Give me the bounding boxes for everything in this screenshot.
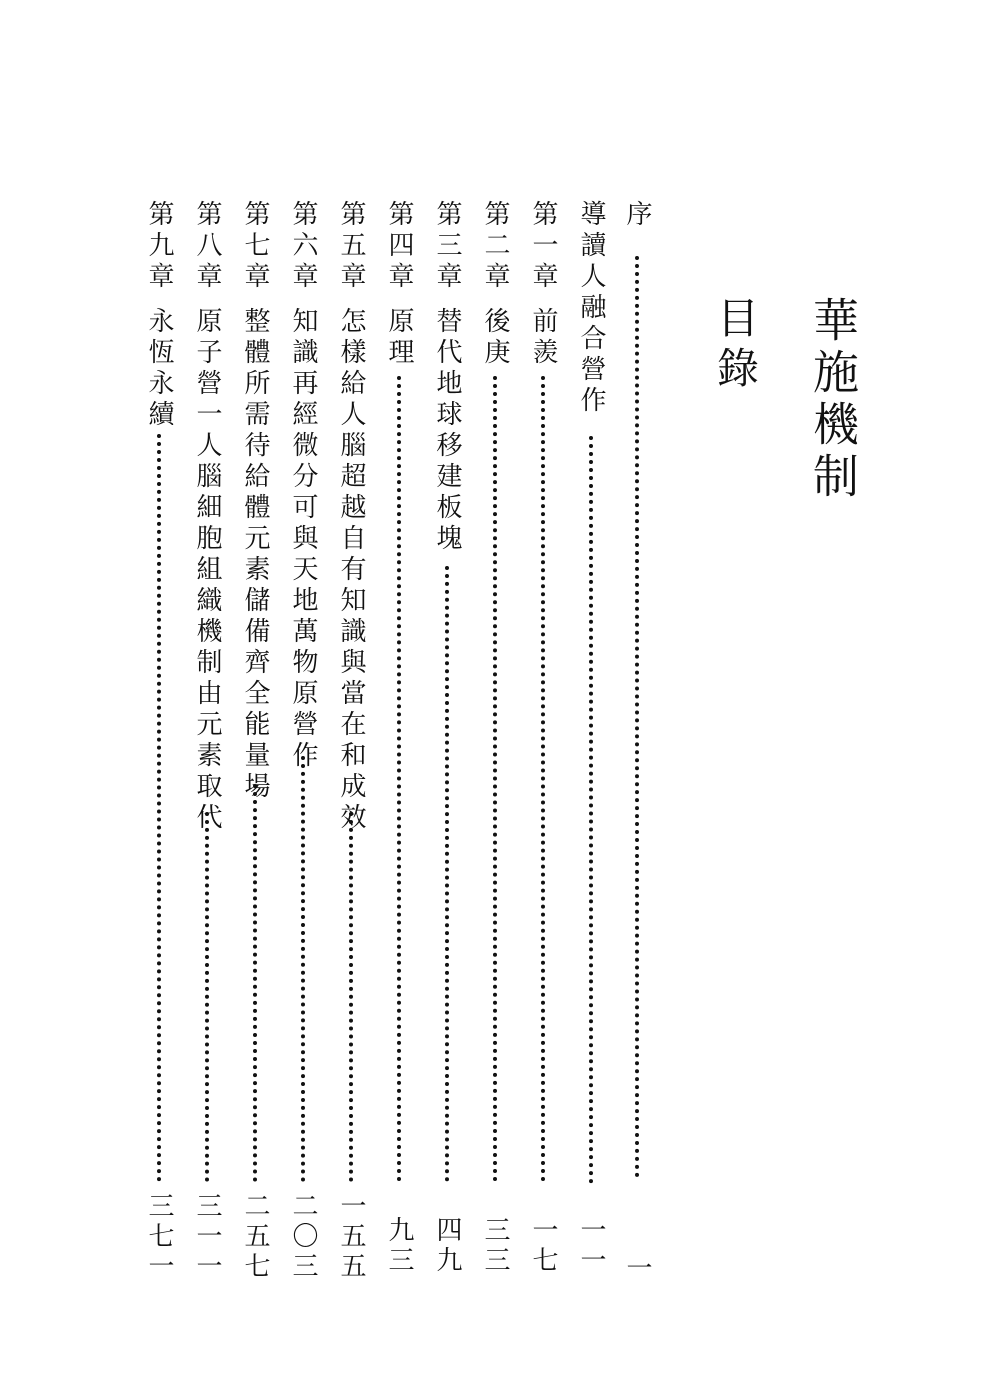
toc-entry-page: 三一一 — [192, 1192, 222, 1282]
toc-entry-label: 原理 — [384, 307, 414, 369]
toc-entry-chapter: 第五章 — [336, 200, 366, 293]
toc-entry-chapter-6 — [286, 200, 320, 1280]
toc-entry-chapter: 第八章 — [192, 200, 222, 293]
toc-entry-title — [430, 200, 464, 555]
toc-entry-title — [238, 200, 272, 803]
toc-entry-label: 永恆永續 — [144, 307, 174, 431]
toc-entry-title — [334, 200, 368, 834]
toc-entry-preface — [620, 200, 654, 1284]
toc-entry-label: 前羨 — [528, 307, 558, 369]
toc-entry-title — [478, 200, 512, 369]
toc-entry-page: 一七 — [528, 1216, 558, 1276]
toc-entry-page: 一 — [622, 1254, 652, 1284]
toc-entry-page: 三七一 — [144, 1192, 174, 1282]
leader-dots — [493, 376, 497, 1182]
toc-entry-page: 二五七 — [240, 1192, 270, 1282]
toc-entry-chapter-1 — [526, 200, 560, 1280]
toc-entry-page: 二〇三 — [288, 1192, 318, 1282]
toc-entry-chapter-4 — [382, 200, 416, 1280]
toc-entry-title — [526, 200, 560, 369]
toc-entry-title — [190, 200, 224, 834]
toc-entry-chapter: 第二章 — [480, 200, 510, 293]
leader-dots — [589, 436, 593, 1184]
toc-entry-label: 整體所需待給體元素儲備齊全能量場 — [240, 307, 270, 803]
toc-entry-chapter: 第三章 — [432, 200, 462, 293]
toc-entry-chapter-7 — [238, 200, 272, 1280]
toc-entry-page: 九三 — [384, 1216, 414, 1276]
toc-heading: 目錄 — [711, 296, 760, 396]
toc-entry-page: 三三 — [480, 1216, 510, 1276]
toc-entry-chapter: 第一章 — [528, 200, 558, 293]
toc-entry-label: 替代地球移建板塊 — [432, 307, 462, 555]
toc-entry-label: 原子營一人腦細胞組織機制由元素取代 — [192, 307, 222, 834]
toc-entry-page: 四九 — [432, 1216, 462, 1276]
toc-entry-title — [382, 200, 416, 369]
toc-entry-chapter: 第四章 — [384, 200, 414, 293]
toc-entry-chapter-8 — [190, 200, 224, 1280]
leader-dots — [253, 784, 257, 1182]
toc-entry-title — [574, 200, 608, 417]
leader-dots — [301, 756, 305, 1182]
toc-entry-title — [142, 200, 176, 431]
toc-entry-label: 怎樣給人腦超越自有知識與當在和成效 — [336, 307, 366, 834]
toc-entry-chapter-2 — [478, 200, 512, 1280]
toc-entry-title — [620, 200, 654, 231]
toc-entry-chapter-9 — [142, 200, 176, 1280]
leader-dots — [349, 812, 353, 1182]
toc-entry-page: 一一 — [576, 1216, 606, 1276]
toc-entry-chapter: 第九章 — [144, 200, 174, 293]
toc-entry-label: 知識再經微分可與天地萬物原營作 — [288, 307, 318, 772]
leader-dots — [635, 256, 639, 1178]
leader-dots — [205, 812, 209, 1182]
leader-dots — [541, 376, 545, 1182]
toc-entry-label: 導讀人融合營作 — [576, 200, 606, 417]
toc-entry-chapter: 第六章 — [288, 200, 318, 293]
toc-entry-intro — [574, 200, 608, 1280]
leader-dots — [445, 566, 449, 1182]
toc-entry-page: 一五五 — [336, 1192, 366, 1282]
book-title: 華施機制 — [806, 296, 860, 504]
toc-entry-chapter-3 — [430, 200, 464, 1280]
toc-entry-label: 序 — [622, 200, 652, 231]
toc-entry-chapter-5 — [334, 200, 368, 1280]
toc-entry-chapter: 第七章 — [240, 200, 270, 293]
toc-entry-label: 後庚 — [480, 307, 510, 369]
leader-dots — [397, 376, 401, 1182]
leader-dots — [157, 434, 161, 1182]
toc-entry-title — [286, 200, 320, 772]
